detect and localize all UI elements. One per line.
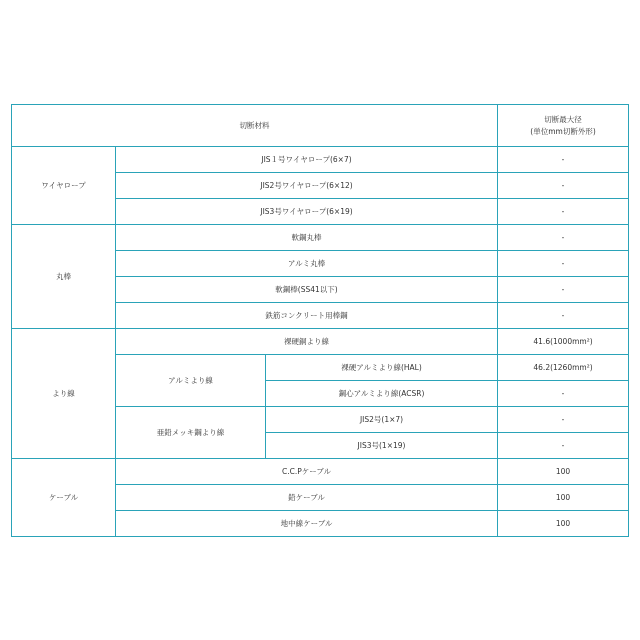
row-value: -	[498, 225, 629, 251]
row-name: C.C.Pケーブル	[116, 459, 498, 485]
table-row	[12, 225, 629, 251]
row-value: 100	[498, 485, 629, 511]
row-value: 41.6(1000mm²)	[498, 329, 629, 355]
row-name: 鋼心アルミより線(ACSR)	[266, 381, 498, 407]
subgroup-aluminum-stranded: アルミより線	[116, 355, 266, 407]
row-value: -	[498, 407, 629, 433]
group-stranded: より線	[12, 329, 116, 459]
row-name: JIS3号(1×19)	[266, 433, 498, 459]
row-value: -	[498, 303, 629, 329]
header-max-diameter-line2: (単位mm切断外形)	[530, 126, 596, 136]
row-value: -	[498, 381, 629, 407]
row-name: JIS3号ワイヤロープ(6×19)	[116, 199, 498, 225]
table-row	[12, 147, 629, 173]
row-name: 鉄筋コンクリート用棒鋼	[116, 303, 498, 329]
row-value: -	[498, 199, 629, 225]
row-name: 裸硬アルミより線(HAL)	[266, 355, 498, 381]
row-name: 地中線ケーブル	[116, 511, 498, 537]
row-value: 100	[498, 459, 629, 485]
group-cable: ケーブル	[12, 459, 116, 537]
row-value: -	[498, 173, 629, 199]
group-round-bar: 丸棒	[12, 225, 116, 329]
group-wire-rope: ワイヤロープ	[12, 147, 116, 225]
table-row	[12, 459, 629, 485]
row-value: -	[498, 251, 629, 277]
row-name: JIS2号ワイヤロープ(6×12)	[116, 173, 498, 199]
cutting-spec-table	[11, 104, 629, 537]
row-name: 軟鋼棒(SS41以下)	[116, 277, 498, 303]
header-material: 切断材料	[12, 105, 498, 147]
header-max-diameter	[498, 105, 629, 147]
row-name: JIS2号(1×7)	[266, 407, 498, 433]
row-value: 100	[498, 511, 629, 537]
subgroup-galvanized-stranded: 亜鉛メッキ鋼より線	[116, 407, 266, 459]
row-name: アルミ丸棒	[116, 251, 498, 277]
row-value: -	[498, 147, 629, 173]
row-value: -	[498, 277, 629, 303]
row-name: 裸硬銅より線	[116, 329, 498, 355]
row-name: 鉛ケーブル	[116, 485, 498, 511]
header-row	[12, 105, 629, 147]
table-row	[12, 329, 629, 355]
row-name: JIS１号ワイヤロープ(6×7)	[116, 147, 498, 173]
row-value: -	[498, 433, 629, 459]
row-value: 46.2(1260mm²)	[498, 355, 629, 381]
header-max-diameter-line1: 切断最大径	[544, 114, 582, 124]
row-name: 軟鋼丸棒	[116, 225, 498, 251]
